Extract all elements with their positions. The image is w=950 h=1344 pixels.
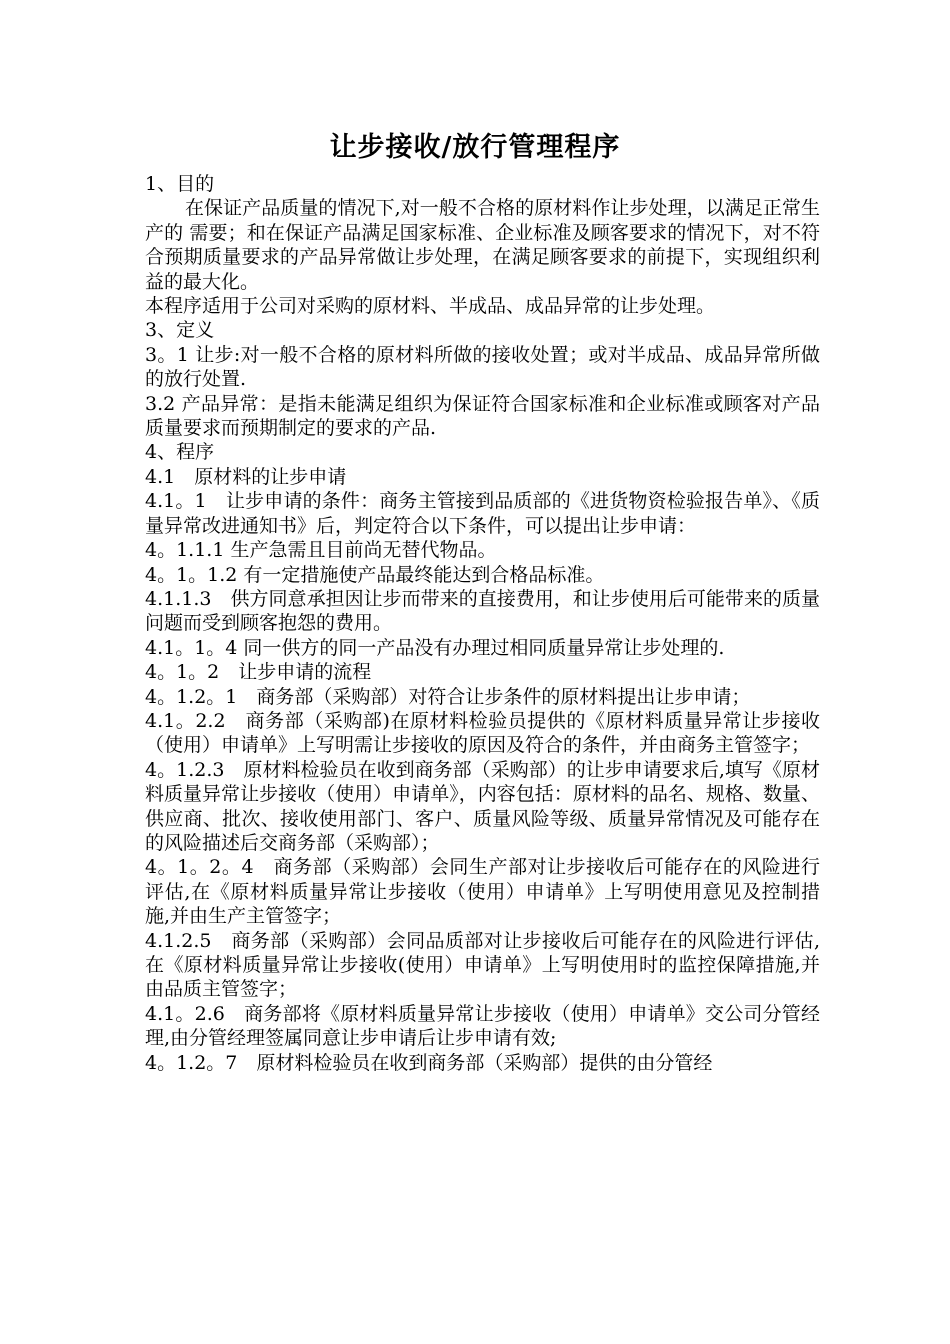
paragraph-definition-concession: 3。1 让步:对一般不合格的原材料所做的接收处置；或对半成品、成品异常所做的放行处置. bbox=[145, 343, 820, 391]
paragraph-4-1-1-4: 4.1。1。4 同一供方的同一产品没有办理过相同质量异常让步处理的. bbox=[145, 636, 725, 659]
paragraph-4-1-1-3: 4.1.1.3 供方同意承担因让步而带来的直接费用，和让步使用后可能带来的质量问题而受到顾客抱怨的费用。 bbox=[145, 587, 820, 635]
paragraph-purpose: 在保证产品质量的情况下,对一般不合格的原材料作让步处理，以满足正常生产的 需要；和在保证产品满足国家标准、企业标准及顾客要求的情况下，对不符合预期质量要求的产品异常做让步处理，在满足顾客要求的前提下，实现组织利益的最大化。 bbox=[145, 197, 820, 293]
section-heading-purpose: 1、目的 bbox=[145, 173, 215, 195]
document-title: 让步接收/放行管理程序 bbox=[329, 132, 621, 163]
paragraph-4-1-1-1: 4。1.1.1 生产急需且目前尚无替代物品。 bbox=[145, 539, 497, 562]
paragraph-4-1-1: 4.1。1 让步申请的条件：商务主管接到品质部的《进货物资检验报告单》、《质量异常改进通知书》后，判定符合以下条件，可以提出让步申请： bbox=[145, 490, 820, 537]
paragraph-scope: 本程序适用于公司对采购的原材料、半成品、成品异常的让步处理。 bbox=[145, 295, 716, 318]
paragraph-4-1-2-4: 4。1。2。4 商务部（采购部）会同生产部对让步接收后可能存在的风险进行评估,在《原材料质量异常让步接收（使用）申请单》上写明使用意见及控制措施,并由生产主管签字； bbox=[145, 856, 820, 928]
paragraph-4-1-2-7: 4。1.2。7 原材料检验员在收到商务部（采购部）提供的由分管经 bbox=[145, 1051, 713, 1074]
subsection-heading-4-1: 4.1 原材料的让步申请 bbox=[145, 465, 347, 488]
paragraph-definition-anomaly: 3.2 产品异常：是指未能满足组织为保证符合国家标准和企业标准或顾客对产品质量要求而预期制定的要求的产品. bbox=[145, 392, 820, 440]
document-body bbox=[145, 172, 820, 1075]
section-heading-procedure: 4、程序 bbox=[145, 441, 215, 464]
paragraph-4-1-1-2: 4。1。1.2 有一定措施使产品最终能达到合格品标准。 bbox=[145, 563, 605, 586]
subsection-heading-4-1-2: 4。1。2 让步申请的流程 bbox=[145, 661, 372, 684]
paragraph-4-1-2-3: 4。1.2.3 原材料检验员在收到商务部（采购部）的让步申请要求后,填写《原材料质量异常让步接收（使用）申请单》，内容包括：原材料的品名、规格、数量、供应商、批次、接收使用部门、客户、质量风险等级、质量异常情况及可能存在的风险描述后交商务部（采购部）； bbox=[145, 758, 820, 854]
section-heading-definitions: 3、定义 bbox=[145, 319, 215, 342]
paragraph-4-1-2-6: 4.1。2.6 商务部将《原材料质量异常让步接收（使用）申请单》交公司分管经理,由分管经理签属同意让步申请后让步申请有效; bbox=[145, 1002, 820, 1050]
paragraph-4-1-2-2: 4.1。2.2 商务部（采购部)在原材料检验员提供的《原材料质量异常让步接收（使用）申请单》上写明需让步接收的原因及符合的条件，并由商务主管签字； bbox=[145, 709, 820, 757]
paragraph-4-1-2-1: 4。1.2。1 商务部（采购部）对符合让步条件的原材料提出让步申请； bbox=[145, 685, 751, 708]
paragraph-4-1-2-5: 4.1.2.5 商务部（采购部）会同品质部对让步接收后可能存在的风险进行评估,在《原材料质量异常让步接收(使用）申请单》上写明使用时的监控保障措施,并由品质主管签字； bbox=[145, 929, 820, 1001]
